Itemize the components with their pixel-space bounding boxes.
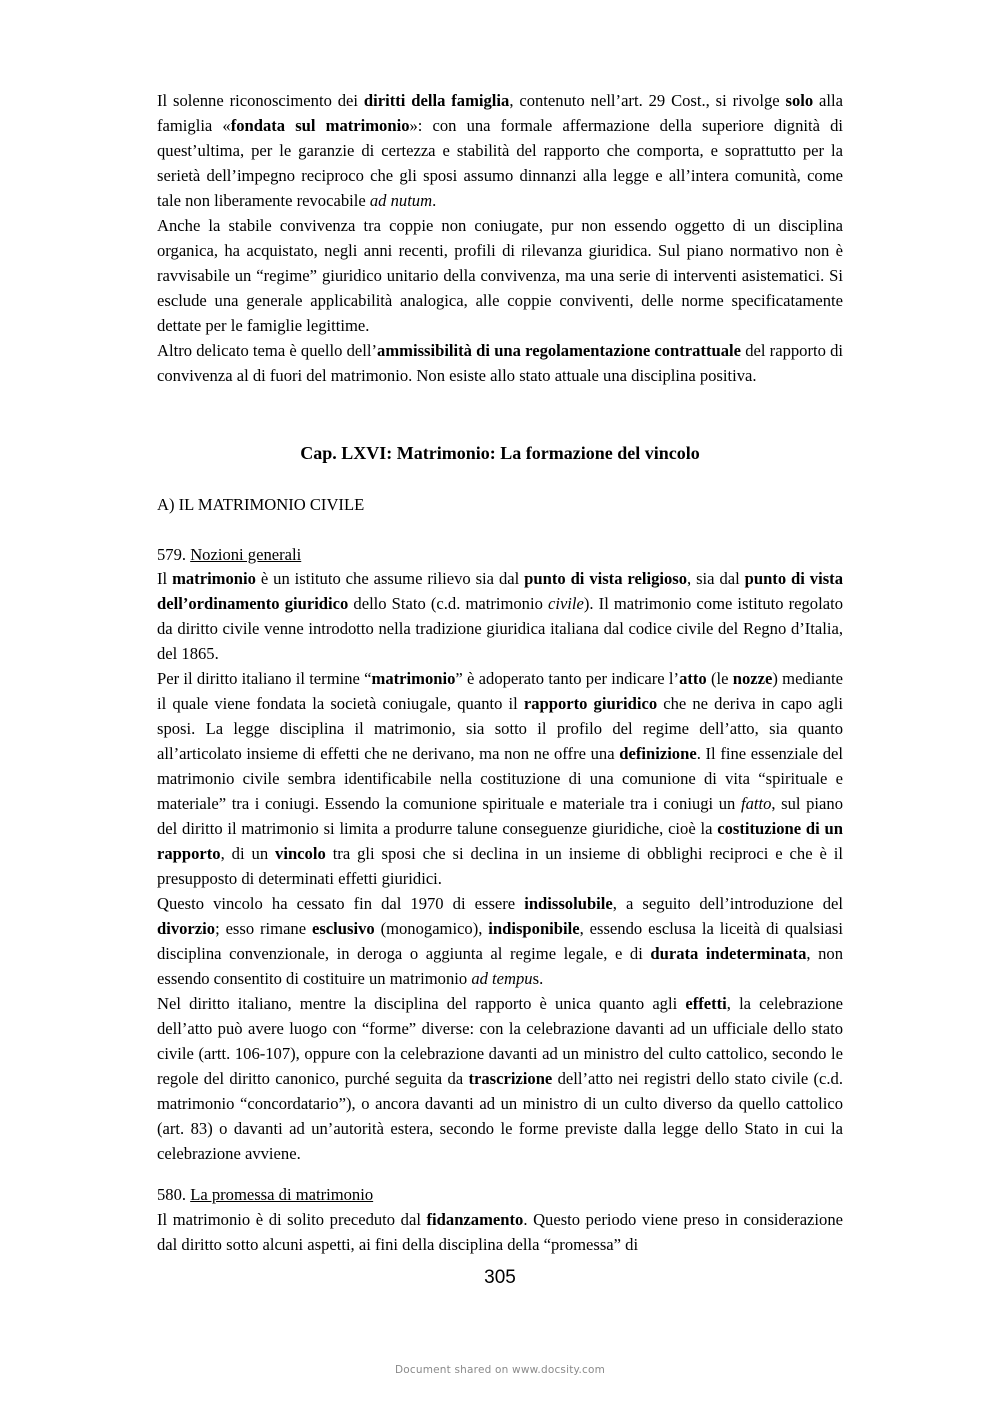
text-run: Per il diritto italiano il termine “ [157,669,372,688]
bold-text: matrimonio [371,669,456,688]
bold-text: punto di vista dell’ordinamento giuridico [157,569,843,613]
bold-text: nozze [732,669,773,688]
text-run: ” è adoperato tanto per indicare l’ [455,669,680,688]
section-580-paragraphs [157,1207,843,1257]
bold-text: costituzione di un rapporto [157,819,843,863]
text-run: , contenuto nell’art. 29 Cost., si rivolge [509,91,786,110]
paragraph [157,88,843,213]
text-run: (le [706,669,733,688]
intro-paragraphs [157,88,843,388]
paragraph [157,338,843,388]
text-run: ) mediante il quale viene fondata la società coniugale, quanto il [157,669,843,713]
text-run: è un istituto che assume rilievo sia dal [255,569,525,588]
text-run: . Il fine essenziale del matrimonio civile sembra identificabile nella costituzione di una comunione di vita “spirituale e materiale” tra i coniugi. Essendo la comunione spirituale e materiale tra i coniugi un [157,744,843,813]
bold-text: definizione [619,744,697,763]
text-run: . [432,191,437,210]
bold-text: trascrizione [468,1069,553,1088]
bold-text: fidanzamento [426,1210,524,1229]
bold-text: vincolo [275,844,326,863]
text-run: ; esso rimane [215,919,312,938]
paragraph [157,891,843,991]
bold-text: esclusivo [311,919,375,938]
section-title: A) IL MATRIMONIO CIVILE [157,495,365,514]
section-579-title: Nozioni generali [190,545,302,564]
paragraph [157,566,843,666]
bold-text: effetti [685,994,727,1013]
paragraph [157,991,843,1166]
text-run: , sia dal [687,569,745,588]
italic-text: civile [547,594,584,613]
bold-text: atto [679,669,707,688]
text-run: tra gli sposi che si declina in un insieme di obblighi reciproci e che è il presupposto di determinati effetti giuridici. [157,844,843,888]
text-run: , di un [220,844,276,863]
text-run: , a seguito dell’introduzione del [612,894,843,913]
paragraph [157,1207,843,1257]
text-run: ). Il matrimonio come istituto regolato da diritto civile venne introdotto nella tradizione giuridica italiana dal codice civile del Regno d’Italia, del 1865. [157,594,843,663]
text-run: Il matrimonio è di solito preceduto dal [157,1210,427,1229]
bold-text: diritti della famiglia [363,91,510,110]
text-run: s. [532,969,544,988]
section-579-number: 579. [157,545,191,564]
bold-text: indisponibile [488,919,580,938]
italic-text: ad nutum [369,191,433,210]
section-579-paragraphs [157,566,843,1166]
text-run: Nel diritto italiano, mentre la disciplina del rapporto è unica quanto agli [157,994,686,1013]
bold-text: fondata sul matrimonio [230,116,410,135]
bold-text: matrimonio [172,569,256,588]
bold-text: rapporto giuridico [523,694,658,713]
text-run: Anche la stabile convivenza tra coppie non coniugate, pur non essendo oggetto di un disciplina organica, ha acquistato, negli anni recenti, profili di rilevanza giuridica. Sul piano normativo non è ravvisabile un “regime” giuridico unitario della convivenza, ma una serie di interventi asistematici. Si esclude una generale applicabilità analogica, alle coppie conviventi, delle norme specificatamente dettate per le famiglie legittime. [157,216,843,335]
text-run: dell’atto nei registri dello stato civile (c.d. matrimonio “concordatario”), o ancora davanti ad un ministro di un culto diverso da quello cattolico (art. 83) o davanti ad un’autorità estera, secondo le forme previste dalla legge dello Stato in cui la celebrazione avviene. [157,1069,844,1163]
text-run: , la celebrazione dell’atto può avere luogo con “forme” diverse: con la celebrazione davanti ad un ufficiale dello stato civile (artt. 106-107), oppure con la celebrazione davanti ad un ministro del culto cattolico, secondo le regole del diritto canonico, purché seguita da [157,994,843,1088]
section-580-title: La promessa di matrimonio [190,1185,374,1204]
section-580-number: 580. [157,1185,191,1204]
text-run: , sul piano del diritto il matrimonio si limita a produrre talune conseguenze giuridiche, cioè la [157,794,844,838]
text-run: . Questo periodo viene preso in considerazione dal diritto sotto alcuni aspetti, ai fini della disciplina della “promessa” di [157,1210,843,1254]
text-run: Questo vincolo ha cessato fin dal 1970 di essere [157,894,525,913]
text-run: , non essendo consentito di costituire un matrimonio [157,944,844,988]
text-run: alla famiglia « [157,91,843,135]
paragraph [157,213,843,338]
text-run: Il [157,569,173,588]
text-run: del rapporto di convivenza al di fuori del matrimonio. Non esiste allo stato attuale una disciplina positiva. [157,341,843,385]
italic-text: ad tempu [471,969,533,988]
bold-text: solo [785,91,814,110]
italic-text: fatto [740,794,772,813]
bold-text: ammissibilità di una regolamentazione contrattuale [377,341,742,360]
docsity-footer: Document shared on www.docsity.com [394,1364,606,1376]
chapter-title: Cap. LXVI: Matrimonio: La formazione del vincolo [300,443,700,463]
bold-text: divorzio [157,919,216,938]
section-580-heading [157,1182,843,1207]
text-run: , essendo esclusa la liceità di qualsiasi disciplina convenzionale, in deroga o aggiunta al regime legale, e di [157,919,843,963]
bold-text: punto di vista religioso [524,569,688,588]
text-run: Altro delicato tema è quello dell’ [157,341,378,360]
bold-text: durata indeterminata [650,944,807,963]
text-run: Il solenne riconoscimento dei [157,91,364,110]
paragraph [157,666,843,891]
text-run: »: con una formale affermazione della superiore dignità di quest’ultima, per le garanzie di certezza e stabilità del rapporto che comporta, e soprattutto per la serietà dell’impegno reciproco che gli sposi assumo dinnanzi alla legge e all’intera comunità, come tale non liberamente revocabile [157,116,843,210]
section-579-heading [157,542,843,567]
page-number: 305 [484,1267,516,1288]
bold-text: indissolubile [524,894,613,913]
text-run: dello Stato (c.d. matrimonio [348,594,548,613]
text-run: che ne deriva in capo agli sposi. La legge disciplina il matrimonio, sia sotto il profilo del regime dell’atto, sia quanto all’articolato insieme di effetti che ne derivano, ma non ne offre una [157,694,844,763]
text-run: (monogamico), [374,919,489,938]
